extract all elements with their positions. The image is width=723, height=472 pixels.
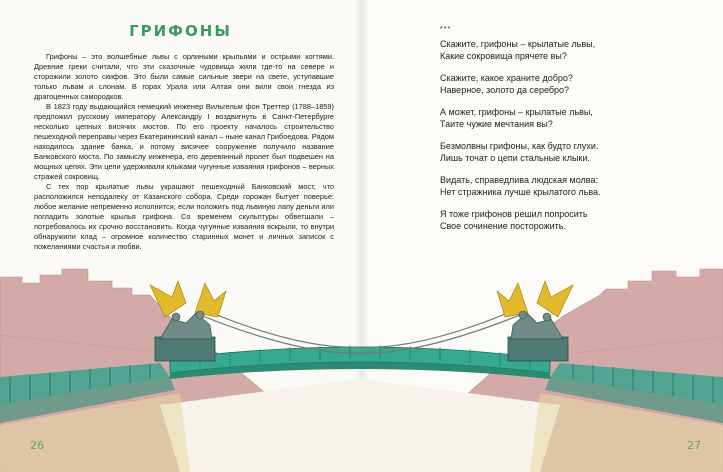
page-title: ГРИФОНЫ — [129, 22, 232, 40]
poem-line: Какие сокровища прячете вы? — [440, 51, 567, 62]
right-railing — [530, 363, 723, 472]
bridge-deck — [170, 345, 550, 379]
poem-stanza-5 — [440, 174, 690, 198]
poem-stanza-3 — [440, 106, 690, 130]
poem-line: Лишь точат о цепи стальные клыки. — [440, 153, 590, 164]
poem-line: Скажите, грифоны – крылатые львы, — [440, 39, 596, 50]
poem-line: Скажите, какое храните добро? — [440, 73, 573, 84]
left-railing — [0, 363, 190, 472]
poem-line: Я тоже грифонов решил попросить — [440, 208, 588, 219]
poem — [440, 24, 690, 242]
poem-stanza-2 — [440, 72, 690, 96]
poem-line: А может, грифоны – крылатые львы, — [440, 107, 593, 118]
paragraph-2: В 1823 году выдающийся немецкий инженер Вильгельм фон Треттер (1788–1859) предложил русскому императору Александру I воздвигнуть в Санкт-Петербурге несколько цепных висячих мостов. По его проекту началось строительство пешеходной переправы через Екатерининский канал – ныне канал Грибоедова. Рядом находилось здание банка, и потому висячее сооружение получило название Банковского моста. По замыслу инженера, его деревянный пролет был подвешен на мощных цепях. Эти цепи удерживали клыками чугунные изваяния грифонов – верных стражей сокровищ. — [34, 102, 334, 181]
poem-line: Наверное, золото да серебро? — [440, 85, 570, 96]
poem-stanza-1 — [440, 38, 690, 62]
poem-line: Свое сочинение посторожить. — [440, 220, 566, 231]
page-number-left: 26 — [30, 439, 44, 452]
poem-separator: *** — [440, 26, 452, 33]
poem-line: Нет стражника лучше крылатого льва. — [440, 187, 601, 198]
article-text — [34, 52, 334, 252]
paragraph-3: С тех пор крылатые львы украшают пешеходный Банковский мост, что расположился неподалеку от Казанского собора. Среди горожан бытует поверье: любое желание непременно исполнится, если положить под львиную лапу деньги или погладить золотые крылья грифона. Со временем скульптуры обветшали – потребовалось их срочно восстановить. Когда чугунные изваяния вскрыли, то внутри обнаружили клад – огромное количество старинных монет и личных записок с пожеланиями счастья и любви. — [34, 182, 334, 251]
poem-line: Безмолвны грифоны, как будто глухи. — [440, 140, 599, 151]
paragraph-1: Грифоны – это волшебные львы с орлиными крыльями и острыми когтями. Древние греки считали, что эти сказочные чудовища жили где-то на севере и сторожили золото скифов. Это были самые сильные звери на свете, уступавшие только львам и слонам. В горах Урала или Алтая они вили свои гнезда из драгоценных самородков. — [34, 52, 334, 101]
page-number-right: 27 — [687, 439, 701, 452]
bank-bridge-illustration — [0, 255, 723, 472]
poem-stanza-4 — [440, 140, 690, 164]
poem-line: Видать, справедлива людская молва: — [440, 174, 598, 185]
poem-stanza-6 — [440, 208, 690, 232]
bridge-chains — [200, 310, 520, 353]
poem-line: Таите чужие мечтания вы? — [440, 119, 553, 130]
